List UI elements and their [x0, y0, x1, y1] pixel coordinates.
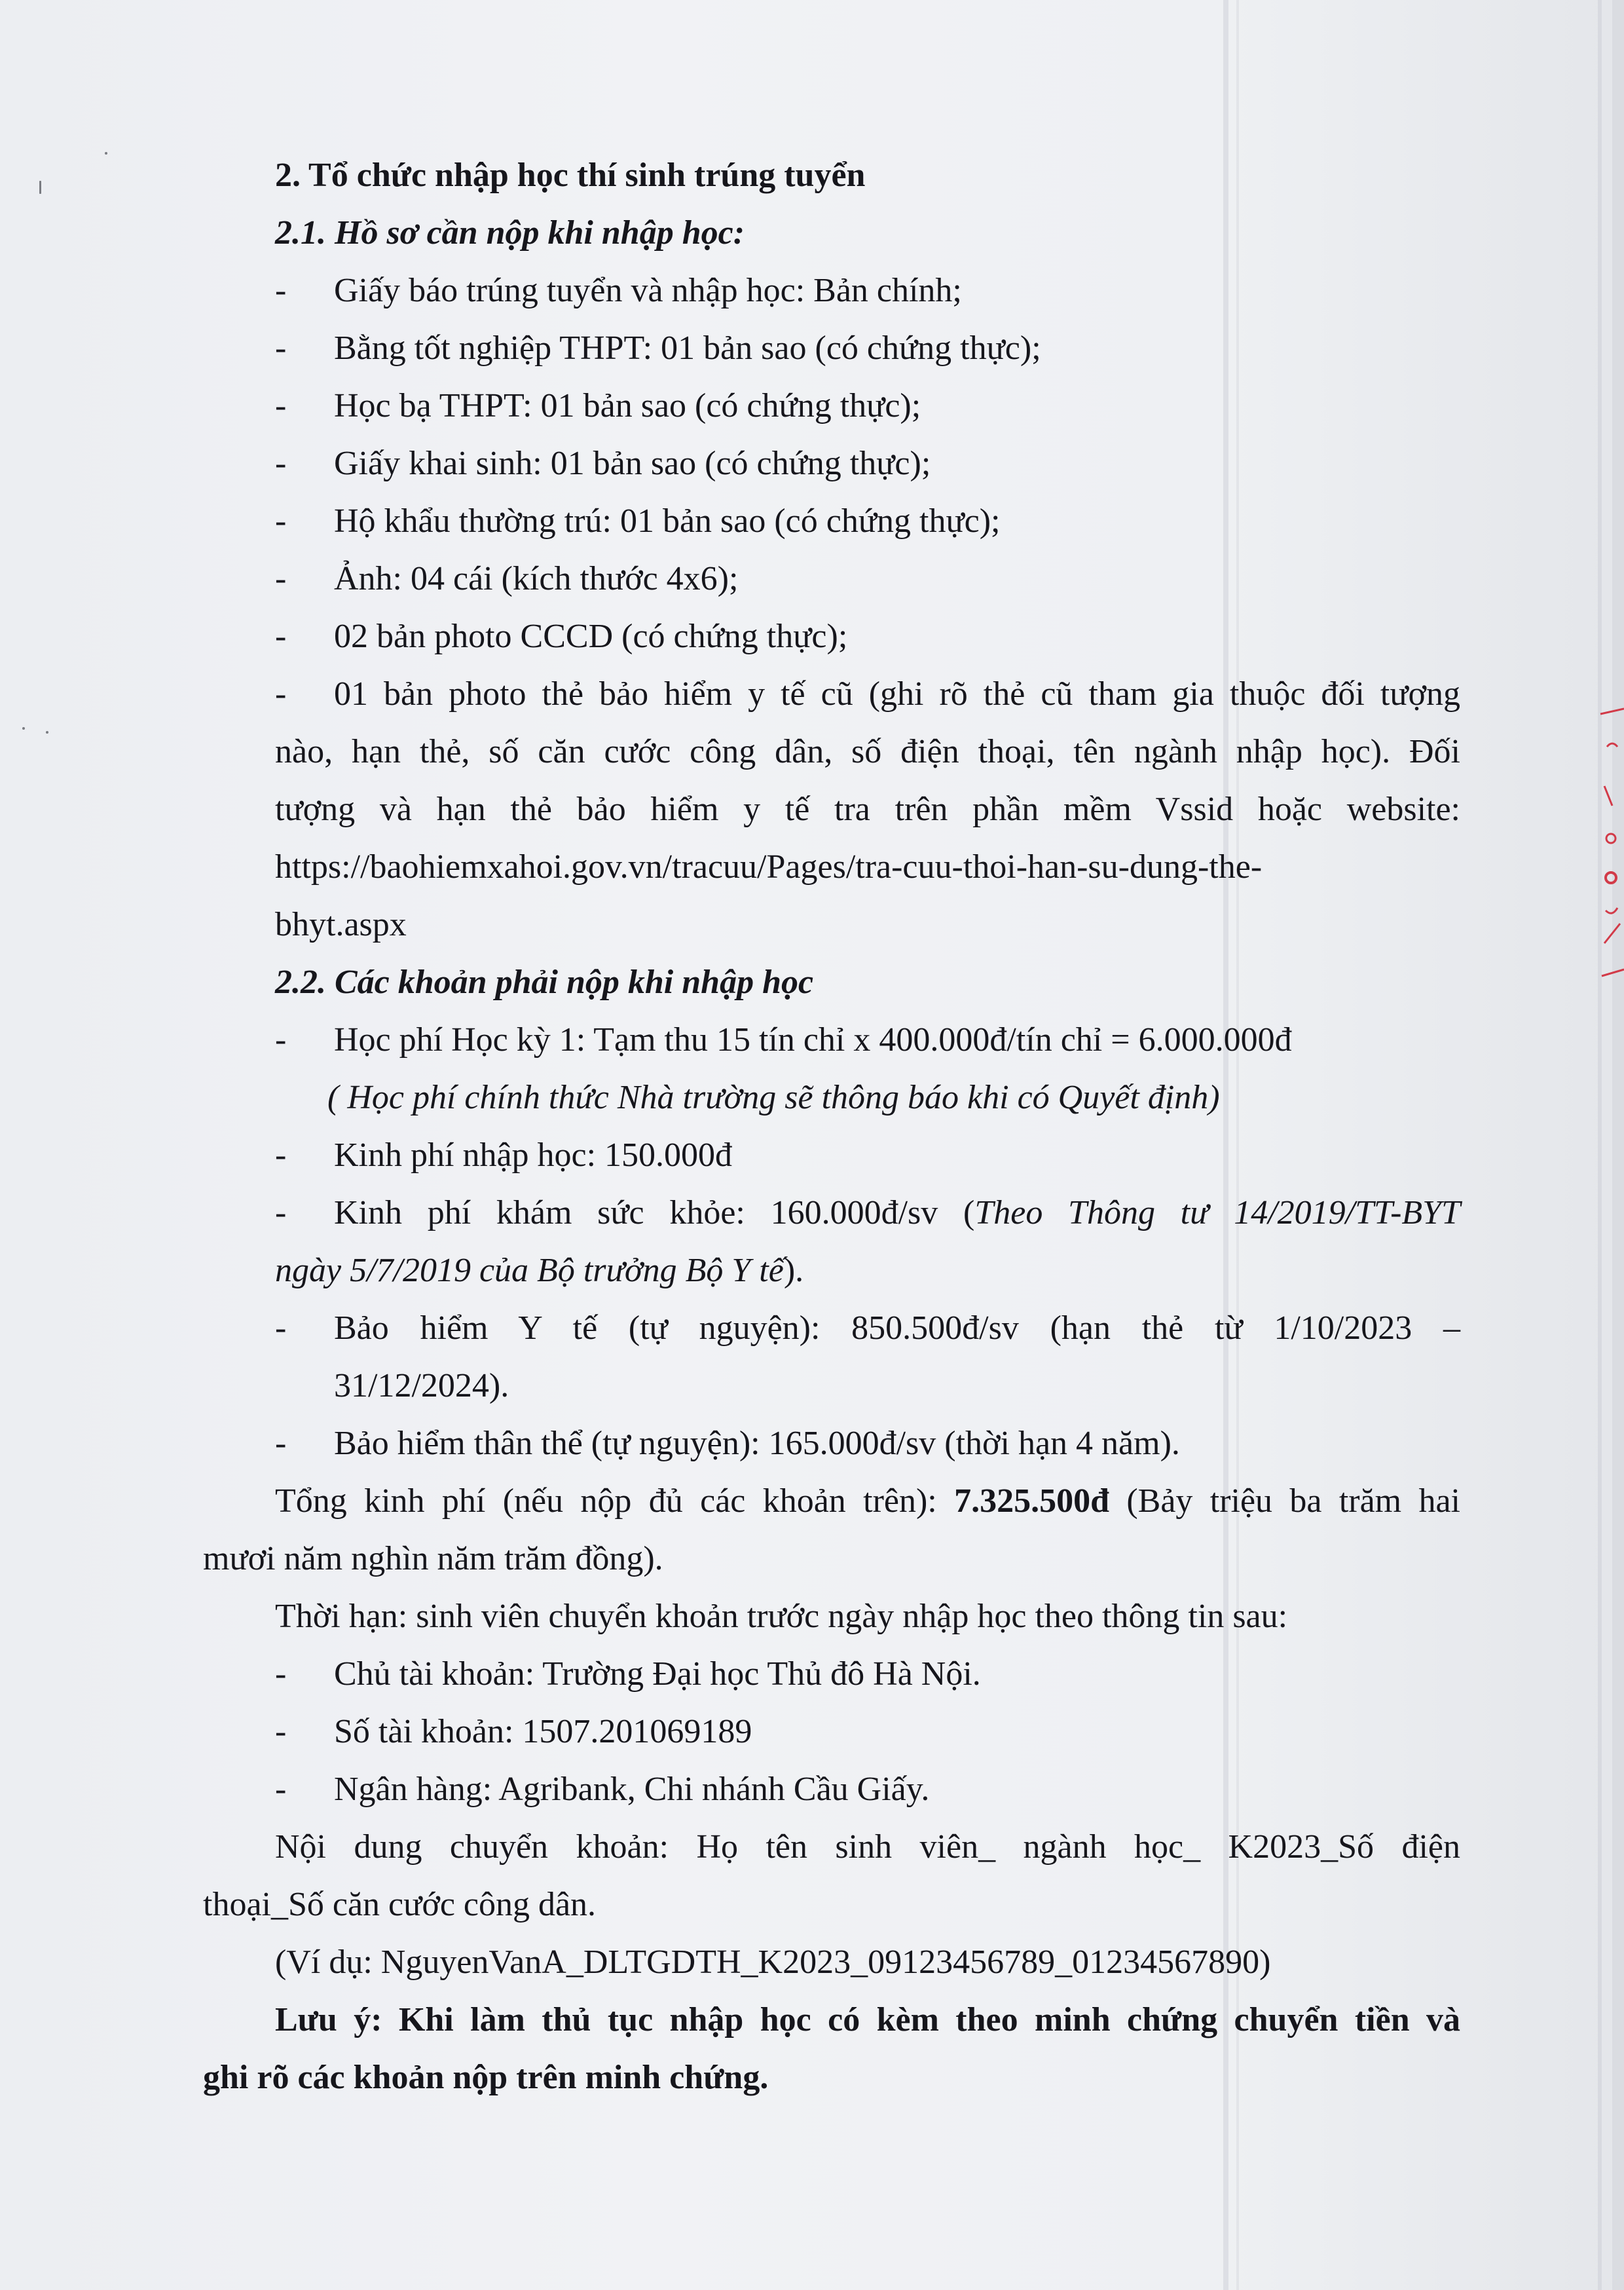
red-stamp-fragment	[1598, 707, 1624, 983]
document-item: Giấy báo trúng tuyển và nhập học: Bản chính;	[334, 272, 962, 309]
fee-health-check	[334, 1193, 1460, 1233]
document-item: Bằng tốt nghiệp THPT: 01 bản sao (có chứng thực);	[334, 329, 1041, 367]
document-item: 02 bản photo CCCD (có chứng thực);	[334, 618, 848, 655]
total-fees-label: Tổng kinh phí (nếu nộp đủ các khoản trên):	[275, 1482, 955, 1520]
note-text: Khi làm thủ tục nhập học có kèm theo minh chứng chuyển tiền và	[382, 2001, 1461, 2038]
paper-edge-shadow	[1598, 0, 1602, 2290]
bullet-dash: -	[275, 1194, 287, 1231]
transfer-content: Nội dung chuyển khoản: Họ tên sinh viên_ ngành học_ K2023_Số điện	[275, 1828, 1460, 1866]
transfer-example: (Ví dụ: NguyenVanA_DLTGDTH_K2023_09123456789_01234567890)	[275, 1943, 1271, 1981]
transfer-content-cont: thoại_Số căn cước công dân.	[203, 1886, 597, 1923]
insurance-item-line: nào, hạn thẻ, số căn cước công dân, số điện thoại, tên ngành nhập học). Đối	[275, 733, 1460, 770]
bullet-dash: -	[275, 329, 287, 367]
fee-tuition-note: ( Học phí chính thức Nhà trường sẽ thông báo khi có Quyết định)	[327, 1079, 1220, 1116]
total-fees-words: (Bảy triệu ba trăm hai	[1109, 1482, 1460, 1520]
document-item: Hộ khẩu thường trú: 01 bản sao (có chứng thực);	[334, 502, 1001, 540]
subsection-title-fees: 2.2. Các khoản phải nộp khi nhập học	[275, 964, 814, 1001]
fee-health-check-text: Kinh phí khám sức khỏe: 160.000đ/sv (	[334, 1194, 975, 1231]
bullet-dash: -	[275, 1425, 287, 1462]
bullet-dash: -	[275, 1309, 287, 1347]
fee-tuition: Học phí Học kỳ 1: Tạm thu 15 tín chỉ x 400.000đ/tín chỉ = 6.000.000đ	[334, 1021, 1292, 1059]
scan-speck	[105, 152, 107, 155]
fee-health-check-regulation: Theo Thông tư 14/2019/TT-BYT	[974, 1194, 1460, 1231]
bank-account-holder: Chủ tài khoản: Trường Đại học Thủ đô Hà Nội.	[334, 1655, 981, 1693]
total-fees-words-cont: mươi năm nghìn năm trăm đồng).	[203, 1540, 663, 1577]
scan-speck	[22, 727, 25, 730]
bullet-dash: -	[275, 502, 287, 540]
scan-speck	[46, 731, 48, 734]
fee-health-check-regulation-date: ngày 5/7/2019 của Bộ trưởng Bộ Y tế	[275, 1252, 784, 1289]
bullet-dash: -	[275, 675, 287, 713]
fee-body-insurance: Bảo hiểm thân thể (tự nguyện): 165.000đ/sv (thời hạn 4 năm).	[334, 1425, 1180, 1462]
bullet-dash: -	[275, 1713, 287, 1750]
document-item: Học bạ THPT: 01 bản sao (có chứng thực);	[334, 387, 921, 424]
total-fees-amount: 7.325.500đ	[954, 1482, 1109, 1520]
bullet-dash: -	[275, 1655, 287, 1693]
bullet-dash: -	[275, 272, 287, 309]
note	[275, 2000, 1460, 2040]
fee-health-insurance-cont: 31/12/2024).	[334, 1367, 509, 1404]
insurance-item-line: 01 bản photo thẻ bảo hiểm y tế cũ (ghi rõ thẻ cũ tham gia thuộc đối tượng	[334, 675, 1460, 713]
scan-speck	[39, 181, 41, 194]
document-item: Giấy khai sinh: 01 bản sao (có chứng thực);	[334, 445, 931, 482]
note-label: Lưu ý:	[275, 2001, 382, 2038]
bank-name: Ngân hàng: Agribank, Chi nhánh Cầu Giấy.	[334, 1771, 930, 1808]
bullet-dash: -	[275, 1771, 287, 1808]
insurance-lookup-url: bhyt.aspx	[275, 906, 407, 943]
bullet-dash: -	[275, 1021, 287, 1059]
bank-account-number: Số tài khoản: 1507.201069189	[334, 1713, 752, 1750]
bullet-dash: -	[275, 560, 287, 597]
fee-health-check-end: ).	[783, 1252, 804, 1289]
section-title: 2. Tổ chức nhập học thí sinh trúng tuyển	[275, 157, 866, 194]
fee-admission: Kinh phí nhập học: 150.000đ	[334, 1136, 733, 1174]
payment-deadline: Thời hạn: sinh viên chuyển khoản trước ngày nhập học theo thông tin sau:	[275, 1598, 1288, 1635]
paper-edge-shadow	[1612, 0, 1624, 2290]
bullet-dash: -	[275, 445, 287, 482]
note-cont: ghi rõ các khoản nộp trên minh chứng.	[203, 2059, 769, 2096]
document-item: Ảnh: 04 cái (kích thước 4x6);	[334, 560, 739, 597]
insurance-item-line: tượng và hạn thẻ bảo hiểm y tế tra trên phần mềm Vssid hoặc website:	[275, 791, 1460, 828]
fee-health-insurance: Bảo hiểm Y tế (tự nguyện): 850.500đ/sv (hạn thẻ từ 1/10/2023 –	[334, 1309, 1460, 1347]
subsection-title-documents: 2.1. Hồ sơ cần nộp khi nhập học:	[275, 214, 745, 252]
bullet-dash: -	[275, 618, 287, 655]
bullet-dash: -	[275, 387, 287, 424]
fee-health-check-cont	[275, 1251, 1460, 1290]
bullet-dash: -	[275, 1136, 287, 1174]
insurance-lookup-url: https://baohiemxahoi.gov.vn/tracuu/Pages/tra-cuu-thoi-han-su-dung-the-	[275, 848, 1263, 886]
total-fees	[275, 1482, 1460, 1521]
